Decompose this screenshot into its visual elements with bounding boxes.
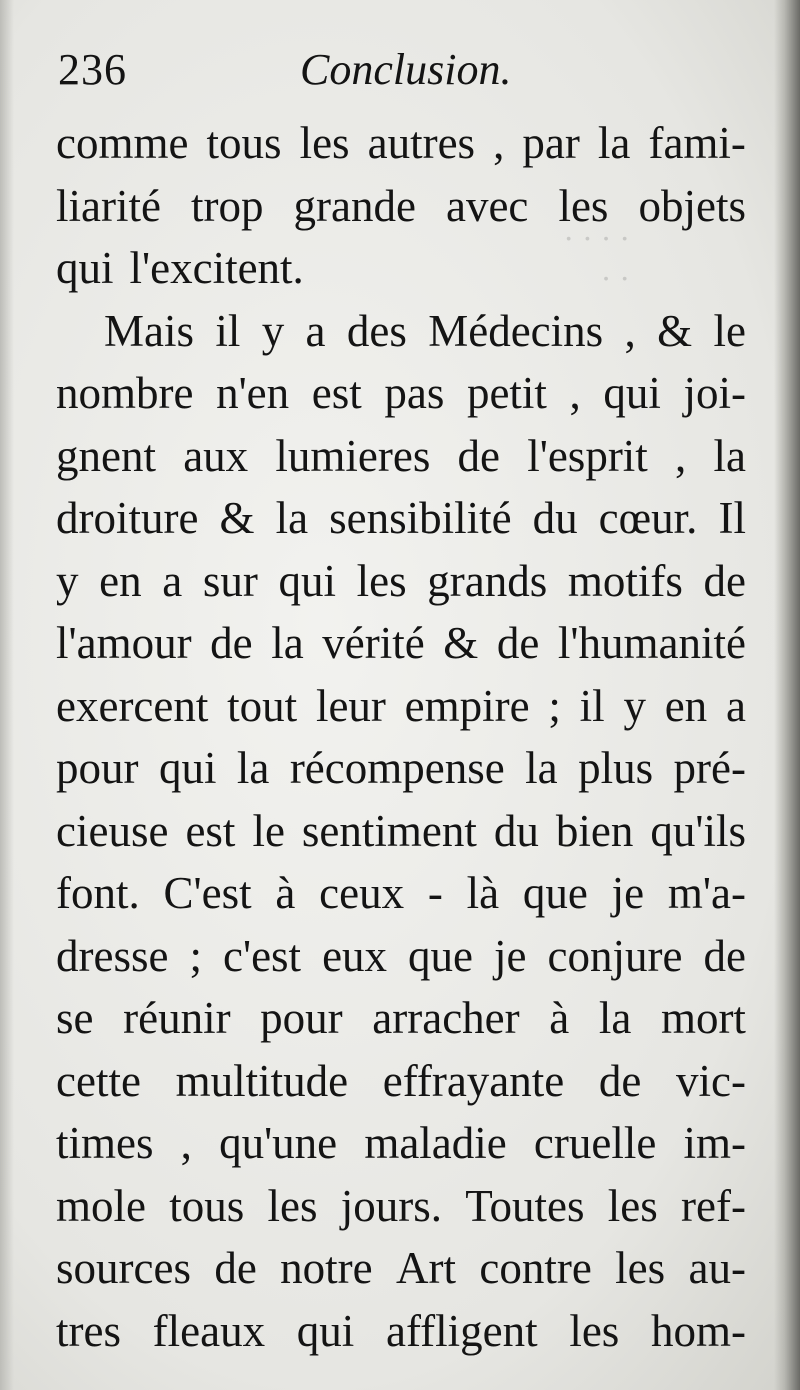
word: trop	[190, 180, 264, 231]
word: a	[162, 555, 183, 606]
word: sensibilité	[329, 493, 512, 543]
word: avec	[445, 180, 529, 231]
word: Mais	[104, 305, 194, 356]
word: pour	[56, 743, 139, 793]
word: fami-	[648, 118, 746, 168]
word: de	[210, 618, 253, 668]
word: autres	[367, 118, 476, 168]
word: sentiment	[301, 805, 477, 856]
word: la	[275, 493, 309, 543]
word: l'humanité	[557, 618, 746, 668]
word: &	[657, 305, 693, 356]
word: la	[236, 743, 270, 793]
word: se	[56, 993, 94, 1043]
word: ,	[180, 1118, 192, 1168]
word: a	[305, 305, 326, 356]
word: grande	[293, 180, 416, 231]
page-edge-left	[0, 0, 14, 1390]
text-line	[56, 237, 746, 300]
text-line	[56, 800, 746, 863]
word: tous	[206, 118, 282, 168]
word: la	[598, 993, 632, 1043]
word: y	[623, 680, 646, 731]
word: ,	[569, 368, 581, 418]
word: y	[56, 555, 79, 606]
word: je	[611, 868, 645, 918]
word: les	[558, 180, 609, 231]
word: times	[56, 1118, 154, 1168]
word: qui	[296, 1305, 355, 1356]
text-line	[56, 487, 746, 550]
word: à	[549, 993, 570, 1043]
word: pas	[384, 368, 445, 418]
word: lumieres	[275, 430, 431, 481]
word: vic-	[676, 1055, 746, 1106]
word: c'est	[222, 930, 302, 981]
word: Il	[718, 493, 746, 543]
word: conjure	[547, 930, 683, 981]
word: je	[494, 930, 527, 981]
word: &	[443, 618, 479, 668]
word: y	[261, 305, 285, 356]
word: cette	[56, 1055, 141, 1106]
page-header	[58, 44, 758, 104]
word: les	[607, 1180, 658, 1231]
word: exercent	[56, 680, 209, 731]
word: comme	[56, 118, 189, 168]
word: la	[597, 118, 631, 168]
word: du	[493, 805, 539, 856]
word: l'amour	[56, 618, 192, 668]
word: les	[615, 1243, 666, 1293]
body-text	[56, 112, 746, 1362]
word: effrayante	[382, 1055, 565, 1106]
text-line	[56, 737, 746, 800]
word: qu'une	[219, 1118, 338, 1168]
text-line	[56, 675, 746, 738]
text-line	[56, 1237, 746, 1300]
word: Médecins	[428, 305, 604, 356]
word: mole	[56, 1180, 146, 1231]
word: pour	[260, 993, 343, 1043]
word: de	[703, 555, 746, 606]
text-line	[56, 300, 746, 363]
word: contre	[479, 1243, 592, 1293]
word: a	[725, 680, 746, 731]
word: la	[525, 743, 558, 793]
word: de	[703, 930, 746, 981]
word: qui	[278, 555, 336, 606]
word: font.	[56, 868, 140, 918]
word: droiture	[56, 493, 199, 543]
word: hom-	[651, 1305, 746, 1356]
word: le	[252, 805, 285, 856]
word: de	[496, 618, 540, 668]
word: maladie	[364, 1118, 507, 1168]
word: arracher	[372, 993, 520, 1043]
word: en	[664, 680, 708, 731]
word: les	[569, 1305, 620, 1356]
word: jours.	[340, 1180, 442, 1231]
word: cœur.	[598, 493, 698, 543]
word: leur	[315, 680, 386, 731]
text-line	[56, 362, 746, 425]
word: qui	[158, 743, 217, 793]
word: que	[408, 930, 474, 981]
word: que	[522, 868, 588, 918]
word: bien	[555, 805, 634, 856]
word: grands	[427, 555, 548, 606]
word: tout	[227, 680, 298, 731]
word: de	[598, 1055, 642, 1106]
text-line	[56, 1112, 746, 1175]
word: tres	[56, 1305, 121, 1356]
word: objets	[638, 180, 746, 231]
word: multitude	[175, 1055, 349, 1106]
word: ref-	[681, 1180, 746, 1231]
text-line	[56, 1175, 746, 1238]
word: im-	[683, 1118, 746, 1168]
text-line	[56, 925, 746, 988]
word: la	[713, 430, 746, 481]
word: de	[457, 430, 501, 481]
word: l'excitent.	[129, 243, 304, 293]
word: &	[219, 493, 255, 543]
text-line	[56, 112, 746, 175]
word: n'en	[216, 368, 290, 418]
word: récompense	[289, 743, 505, 793]
word: est	[185, 805, 236, 856]
word: joi-	[683, 368, 746, 418]
word: les	[356, 555, 407, 606]
word: plus	[578, 743, 654, 793]
word: cieuse	[56, 805, 169, 856]
word: ,	[675, 430, 687, 481]
word: les	[299, 118, 350, 168]
word: fleaux	[152, 1305, 266, 1356]
text-line	[56, 425, 746, 488]
word: vérité	[322, 618, 425, 668]
text-line	[56, 550, 746, 613]
text-line	[56, 175, 746, 238]
word: empire	[404, 680, 530, 731]
word: ,	[624, 305, 636, 356]
word: par	[522, 118, 580, 168]
word: au-	[688, 1243, 746, 1293]
word: ;	[189, 930, 202, 981]
word: affligent	[386, 1305, 538, 1356]
word: C'est	[163, 868, 252, 918]
word: l'esprit	[527, 430, 648, 481]
word: ceux	[319, 868, 405, 918]
word: ;	[548, 680, 561, 731]
word: aux	[183, 430, 249, 481]
word: sur	[202, 555, 258, 606]
text-line	[56, 862, 746, 925]
word: pré-	[673, 743, 746, 793]
word: qui	[603, 368, 661, 418]
word: gnent	[56, 430, 156, 481]
word: le	[713, 305, 746, 356]
word: nombre	[56, 368, 194, 418]
page-number: 236	[58, 45, 127, 94]
word: qui	[56, 243, 114, 293]
word: cruelle	[533, 1118, 657, 1168]
word: eux	[322, 930, 388, 981]
word: là	[466, 868, 500, 918]
running-head: Conclusion.	[300, 45, 512, 94]
text-line	[56, 1050, 746, 1113]
word: en	[99, 555, 142, 606]
word: qu'ils	[650, 805, 746, 856]
word: petit	[466, 368, 547, 418]
show-through-ink: · · · · · ·	[563, 220, 630, 296]
word: liarité	[56, 180, 161, 231]
word: tous	[169, 1180, 245, 1231]
word: il	[215, 305, 241, 356]
word: la	[271, 618, 304, 668]
word: sources	[56, 1243, 191, 1293]
text-line	[56, 1300, 746, 1363]
word: -	[427, 868, 443, 918]
word: ,	[493, 118, 505, 168]
word: est	[311, 368, 362, 418]
word: dresse	[56, 930, 169, 981]
word: à	[275, 868, 296, 918]
word: motifs	[567, 555, 683, 606]
word: les	[267, 1180, 318, 1231]
word: Toutes	[465, 1180, 585, 1231]
text-line	[56, 987, 746, 1050]
text-line	[56, 612, 746, 675]
page-edge-right	[774, 0, 800, 1390]
word: m'a-	[667, 868, 746, 918]
word: mort	[660, 993, 746, 1043]
word: notre	[280, 1243, 373, 1293]
word: il	[579, 680, 605, 731]
word: réunir	[123, 993, 231, 1043]
word: de	[214, 1243, 257, 1293]
word: des	[346, 305, 407, 356]
word: du	[532, 493, 578, 543]
word: Art	[396, 1243, 456, 1293]
